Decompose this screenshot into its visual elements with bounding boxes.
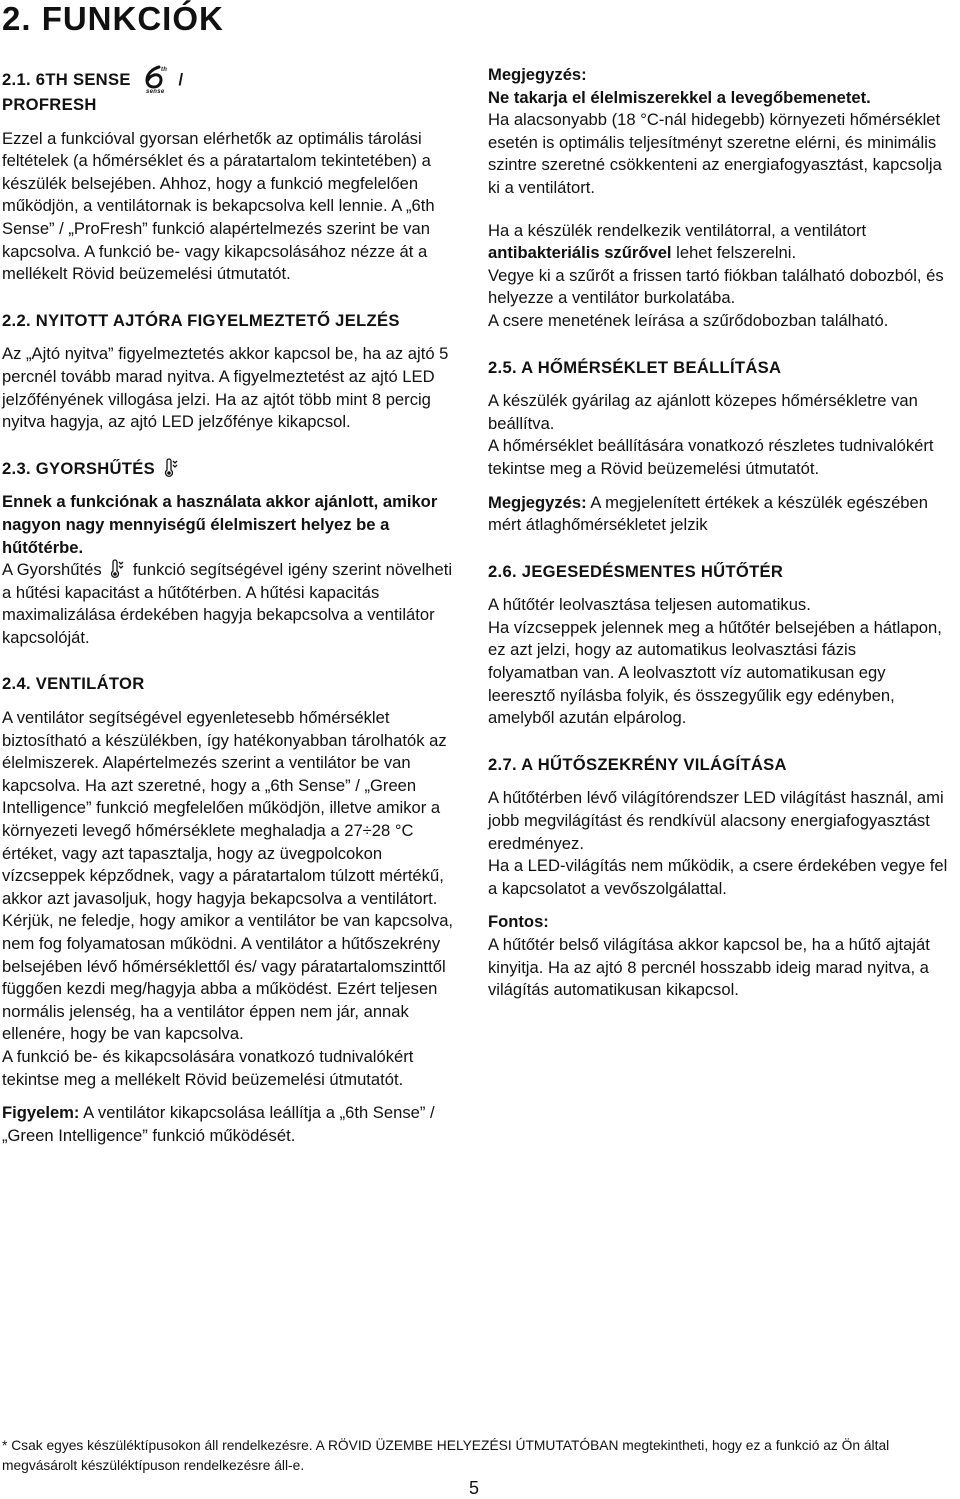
section-2-1-body: Ezzel a funkcióval gyorsan elérhetők az optimális tárolási feltételek (a hőmérséklet és a páratartalom tekintetében) a készülék belsejében. Ahhoz, hogy a funkció megfelelően működjön, a ventilátornak is bekapcsolva kell lennie. A „6th Sense” / „ProFresh” funkció alapértelmezés szerint be van kapcsolva. A funkció be- vagy kikapcsolásához nézze át a mellékelt Rövid beüzemelési útmutatót. [2,128,435,284]
section-2-1-title-slash: / [178,70,184,89]
section-2-3-title [2,458,460,481]
important-text: A hűtőtér belső világítása akkor kapcsol be, ha a hűtő ajtaját kinyitja. Ha az ajtó 8 percnél hosszabb ideig marad nyitva, a világítás automatikusan kikapcsol. [488,935,930,1000]
important-label: Fontos: [488,912,549,932]
section-2-5-line-1: A készülék gyárilag az ajánlott közepes hőmérsékletre van beállítva. [488,391,918,433]
section-2-5-title: 2.5. A HŐMÉRSÉKLET BEÁLLÍTÁSA [488,357,782,377]
page-number: 5 [468,1478,479,1498]
sixth-sense-logo-icon [140,64,170,94]
section-2-6-line-2: Ha vízcseppek jelennek meg a hűtőtér belsejében a hátlapon, ez azt jelzi, hogy az automatikus leolvasztási fázis folyamatban van. A leolvasztott víz automatikusan egy leeresztő nyílásba folyik, és összegyűlik egy edényben, amelyből azután elpárolog. [488,617,942,728]
sixth-sense-logo-text: sense [145,89,165,94]
section-2-1-title [2,64,460,117]
section-2-4-title: 2.4. VENTILÁTOR [2,674,145,694]
fast-cool-icon [163,458,179,478]
section-2-1-title-profresh: PROFRESH [2,95,97,114]
note-label: Megjegyzés: [488,65,587,84]
section-2-3-body-a: A Gyorshűtés [2,560,102,580]
section-2-6-title: 2.6. JEGESEDÉSMENTES HŰTŐTÉR [488,561,784,581]
section-2-5-note [488,492,950,537]
note-body: Ha alacsonyabb (18 °C-nál hidegebb) környezeti hőmérséklet esetén is optimális teljesítményt szeretne elérni, és minimális szintre szeretné csökkenteni az energiafogyasztást, kapcsolja ki a ventilátort. [488,110,942,197]
section-2-7-line-1: A hűtőtérben lévő világítórendszer LED világítást használ, ami jobb megvilágítást és rendkívül alacsony energiafogyasztást eredményez. [488,788,944,853]
page-title: 2. FUNKCIÓK [2,0,224,37]
section-2-6-line-1: A hűtőtér leolvasztása teljesen automatikus. [488,595,811,615]
warning-label: Figyelem: [2,1103,80,1123]
filter-text-b: lehet felszerelni. [676,243,797,263]
footer-note: * Csak egyes készüléktípusokon áll rendelkezésre. A RÖVID ÜZEMBE HELYEZÉSI ÚTMUTATÓBAN megtekintheti, hogy ez a funkció az Ön által megvásárolt készüléktípuson rendelkezésre áll-e. [2,1438,890,1473]
filter-paragraph [488,220,950,265]
section-2-3-body [2,559,460,649]
section-2-1-title-main: 2.1. 6TH SENSE [2,70,131,89]
filter-line-3: A csere menetének leírása a szűrődobozban található. [488,310,889,330]
warning-text: A ventilátor kikapcsolása leállítja a „6th Sense” / „Green Intelligence” funkció működését. [2,1103,435,1145]
left-column [2,64,460,1147]
section-2-2-body: Az „Ajtó nyitva” figyelmeztetés akkor kapcsol be, ha az ajtó 5 percnél tovább marad nyitva. A figyelmeztetést az ajtó LED jelzőfényének villogása jelzi. Ha az ajtót több mint 8 percig nyitva hagyja, az ajtó LED jelzőfénye kikapcsol. [2,344,449,432]
filter-bold: antibakteriális szűrővel [488,243,672,263]
section-2-5-line-2: A hőmérséklet beállítására vonatkozó részletes tudnivalókért tekintse meg a Rövid beüzemelési útmutatót. [488,436,934,478]
section-2-5-note-text: A megjelenített értékek a készülék egészében mért átlaghőmérsékletet jelzik [488,492,928,535]
fast-cool-inline-icon [109,559,125,579]
section-2-7-title: 2.7. A HŰTŐSZEKRÉNY VILÁGÍTÁSA [488,754,787,774]
svg-text:th: th [160,67,167,73]
filter-line-2: Vegye ki a szűrőt a frissen tartó fiókban található dobozból, és helyezze a ventilátor burkolatába. [488,265,944,308]
note-bold-line: Ne takarja el élelmiszerekkel a levegőbemenetet. [488,87,871,107]
section-2-3-bold-text: Ennek a funkciónak a használata akkor ajánlott, amikor nagyon nagy mennyiségű élelmiszert helyez be a hűtőtérbe. [2,492,438,557]
section-2-4-warning [2,1102,460,1147]
section-2-2-title: 2.2. NYITOTT AJTÓRA FIGYELMEZTETŐ JELZÉS [2,310,400,330]
filter-text-a: Ha a készülék rendelkezik ventilátorral, a ventilátort [488,220,867,240]
section-2-3-title-text: 2.3. GYORSHŰTÉS [2,458,155,478]
section-2-4-body: A ventilátor segítségével egyenletesebb hőmérséklet biztosítható a készülékben, így hatékonyabban tárolhatók az élelmiszerek. Alapértelmezés szerint a ventilátor be van kapcsolva. Ha azt szeretné, hogy a „6th Sense” / „Green Intelligence” funkció megfelelően működjön, illetve amikor a környezeti levegő hőmérséklete meghaladja a 27÷28 °C értéket, vagy azt tapasztalja, hogy az üvegpolcokon vízcseppek képződnek, vagy a páratartalom túlzott mértékű, akkor azt javasoljuk, hogy hagyja bekapcsolva a ventilátort. Kérjük, ne feledje, hogy amikor a ventilátor be van kapcsolva, nem fog folyamatosan működni. A ventilátor a hűtőszekrény belsejében lévő hőmérséklettől és/ vagy páratartalomszinttől függően kezdi meg/hagyja abba a működést. Ezért teljesen normális jelenség, ha a ventilátor éppen nem jár, annak ellenére, hogy be van kapcsolva. [2,708,454,1044]
section-2-4-body2: A funkció be- és kikapcsolására vonatkozó tudnivalókért tekintse meg a mellékelt Rövid beüzemelési útmutatót. [2,1046,414,1089]
right-column [488,64,950,1002]
section-2-3-body-b: funkció segítségével igény szerint növelheti a hűtési kapacitást a hűtőtérben. A hűtési kapacitás maximalizálása érdekében hagyja bekapcsolva a ventilátor kapcsolóját. [2,560,453,647]
section-2-7-line-2: Ha a LED-világítás nem működik, a csere érdekében vegye fel a kapcsolatot a vevőszolgálattal. [488,856,948,898]
section-2-5-note-label: Megjegyzés: [488,492,587,512]
